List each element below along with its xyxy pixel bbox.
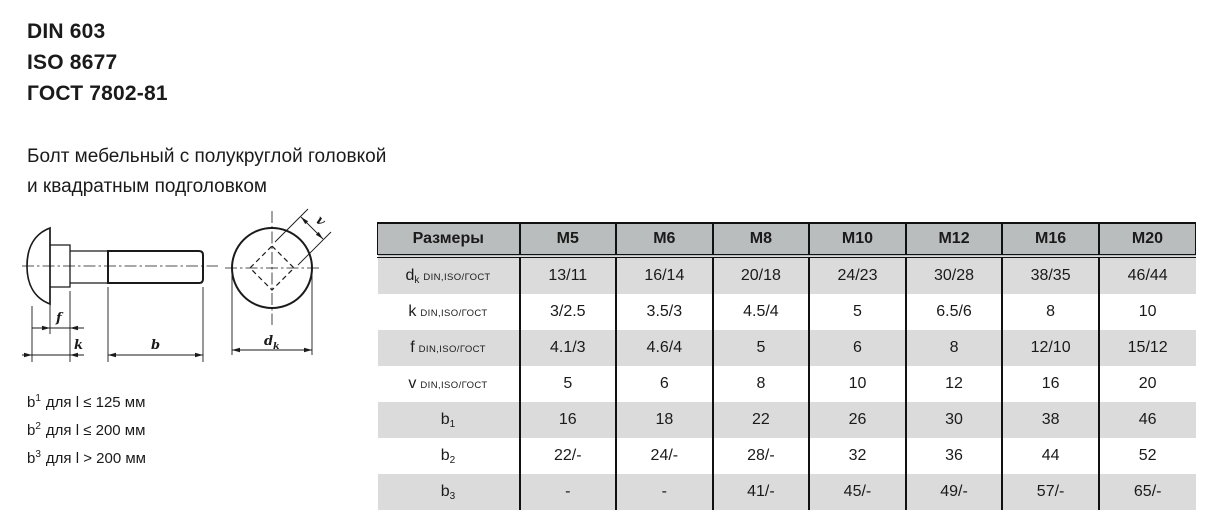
arrow (24, 353, 32, 357)
cell-value: 20 (1099, 366, 1196, 402)
cell-value: 6.5/6 (906, 294, 1003, 330)
dim-label-v: v (312, 213, 329, 230)
dim-label-f: f (56, 311, 62, 326)
cell-value: 49/- (906, 474, 1003, 510)
table-row (378, 294, 1196, 330)
row-label: k DIN,ISO/ГОСТ (378, 294, 520, 330)
cell-value: 24/- (616, 438, 713, 474)
cell-value: 5 (809, 294, 906, 330)
dim-label-dk: d (264, 334, 274, 349)
standards-block (27, 16, 168, 109)
table-row (378, 256, 1196, 294)
cell-value: 6 (809, 330, 906, 366)
cell-value: 5 (520, 366, 617, 402)
table-row (378, 438, 1196, 474)
spec-table-body (378, 256, 1196, 510)
cell-value: - (520, 474, 617, 510)
standard-gost: ГОСТ 7802-81 (27, 82, 168, 105)
cell-value: 52 (1099, 438, 1196, 474)
cell-value: 26 (809, 402, 906, 438)
threaded-section (108, 251, 203, 283)
cell-value: 12/10 (1002, 330, 1099, 366)
arrow (232, 348, 240, 352)
cell-value: 15/12 (1099, 330, 1196, 366)
front-view-dimensions (232, 209, 331, 355)
cell-value: 12 (906, 366, 1003, 402)
row-label: b2 (378, 438, 520, 474)
cell-value: 18 (616, 402, 713, 438)
cell-value: - (616, 474, 713, 510)
cell-value: 8 (906, 330, 1003, 366)
column-header-m16: M16 (1002, 223, 1099, 256)
cell-value: 16/14 (616, 256, 713, 294)
cell-value: 36 (906, 438, 1003, 474)
cell-value: 38/35 (1002, 256, 1099, 294)
shank (70, 251, 108, 283)
table-row (378, 366, 1196, 402)
table-row (378, 474, 1196, 510)
cell-value: 3.5/3 (616, 294, 713, 330)
dimensions-table (377, 222, 1196, 510)
bolt-technical-drawing (20, 203, 370, 378)
column-header-m20: M20 (1099, 223, 1196, 256)
description-line-1: Болт мебельный с полукруглой головкой (27, 146, 387, 167)
arrow (195, 353, 203, 357)
column-header-sizes: Размеры (378, 223, 520, 256)
cell-value: 16 (1002, 366, 1099, 402)
cell-value: 45/- (809, 474, 906, 510)
cell-value: 3/2.5 (520, 294, 617, 330)
cell-value: 8 (1002, 294, 1099, 330)
row-label: dk DIN,ISO/ГОСТ (378, 256, 520, 294)
cell-value: 4.1/3 (520, 330, 617, 366)
footnote-b2: $b^2$ для l ≤ 200 мм (27, 421, 146, 439)
row-label: v DIN,ISO/ГОСТ (378, 366, 520, 402)
arrow (304, 348, 312, 352)
front-view (225, 211, 320, 325)
cell-value: 41/- (713, 474, 810, 510)
cell-value: 6 (616, 366, 713, 402)
cell-value: 28/- (713, 438, 810, 474)
standard-iso: ISO 8677 (27, 51, 118, 74)
cell-value: 30 (906, 402, 1003, 438)
cell-value: 32 (809, 438, 906, 474)
description-line-2: и квадратным подголовком (27, 176, 267, 197)
cell-value: 20/18 (713, 256, 810, 294)
cell-value: 22 (713, 402, 810, 438)
table-row (378, 402, 1196, 438)
arrow (70, 353, 78, 357)
product-description (27, 142, 386, 202)
column-header-m12: M12 (906, 223, 1003, 256)
row-label: f DIN,ISO/ГОСТ (378, 330, 520, 366)
dim-label-b: b (151, 338, 161, 353)
cell-value: 10 (809, 366, 906, 402)
table-row (378, 330, 1196, 366)
footnote-b3: $b^3$ для l > 200 мм (27, 449, 146, 467)
arrow (42, 326, 50, 330)
arrow (70, 326, 78, 330)
dim-label-dk-sub: k (273, 341, 280, 352)
cell-value: 5 (713, 330, 810, 366)
cell-value: 46 (1099, 402, 1196, 438)
table-header-row (378, 223, 1196, 256)
arrow (108, 353, 116, 357)
cell-value: 13/11 (520, 256, 617, 294)
row-label: b1 (378, 402, 520, 438)
column-header-m10: M10 (809, 223, 906, 256)
cell-value: 16 (520, 402, 617, 438)
cell-value: 4.6/4 (616, 330, 713, 366)
column-header-m5: M5 (520, 223, 617, 256)
cell-value: 44 (1002, 438, 1099, 474)
cell-value: 10 (1099, 294, 1196, 330)
side-view (22, 228, 218, 304)
footnote-b1: $b^1$ для l ≤ 125 мм (27, 393, 146, 411)
cell-value: 22/- (520, 438, 617, 474)
cell-value: 65/- (1099, 474, 1196, 510)
row-label: b3 (378, 474, 520, 510)
cell-value: 4.5/4 (713, 294, 810, 330)
column-header-m6: M6 (616, 223, 713, 256)
cell-value: 57/- (1002, 474, 1099, 510)
cell-value: 30/28 (906, 256, 1003, 294)
column-header-m8: M8 (713, 223, 810, 256)
cell-value: 38 (1002, 402, 1099, 438)
cell-value: 46/44 (1099, 256, 1196, 294)
footnotes-block (27, 387, 146, 471)
dim-label-k: k (74, 338, 84, 353)
cell-value: 8 (713, 366, 810, 402)
standard-din: DIN 603 (27, 20, 106, 43)
cell-value: 24/23 (809, 256, 906, 294)
